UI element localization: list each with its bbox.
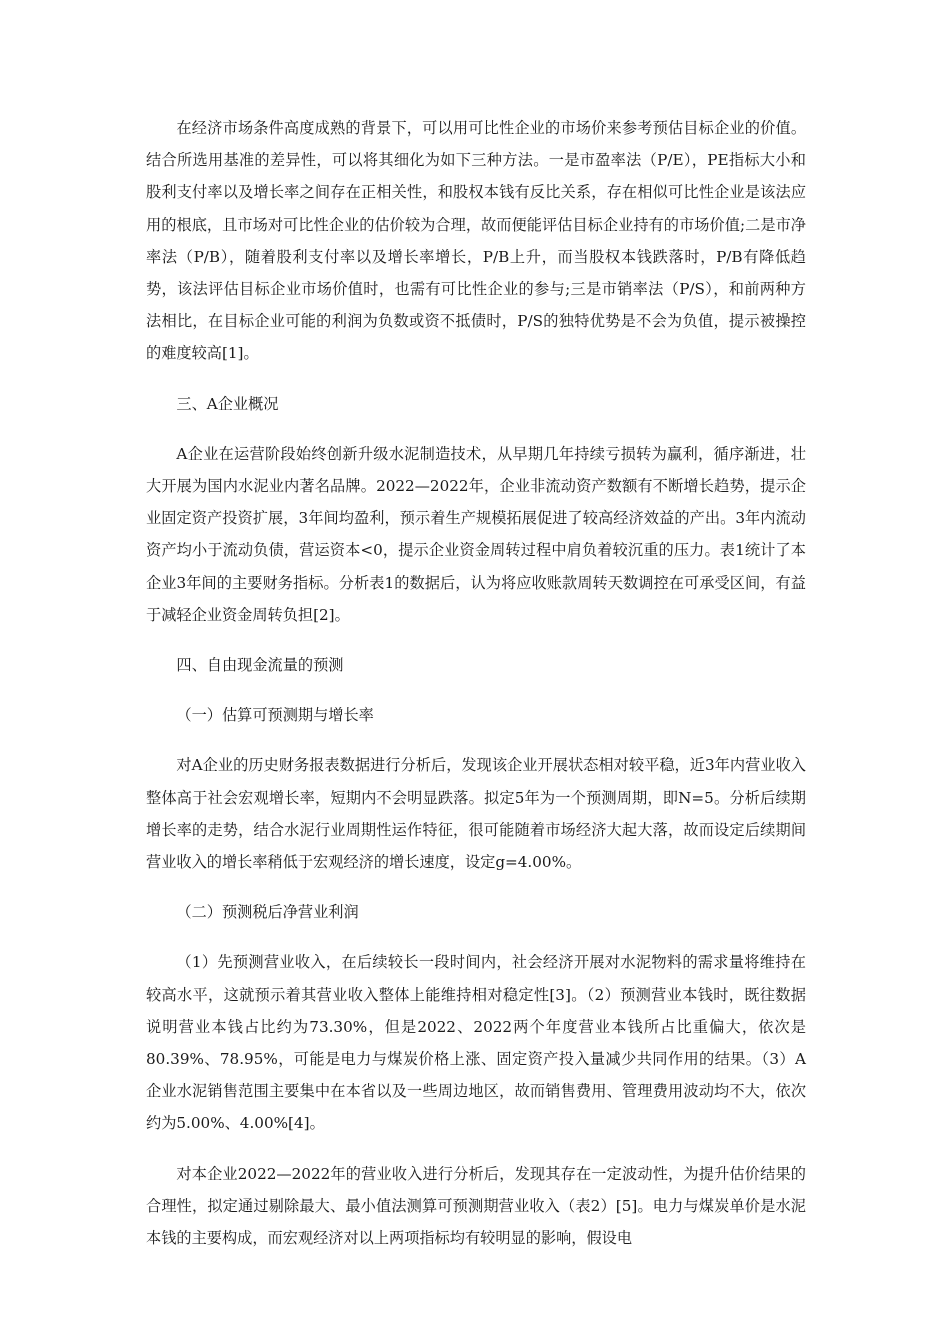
subsection-heading-forecast-period: （一）估算可预测期与增长率: [176, 706, 374, 725]
paragraph-revenue-forecast: （1）先预测营业收入，在后续较长一段时间内，社会经济开展对水泥物料的需求量将维持在较高水平，这就预示着其营业收入整体上能维持相对稳定性[3]。（2）预测营业本钱时，既往数据说明营业本钱占比约为73.30%，但是2022、2022两个年度营业本钱所占比重偏大，依次是80.39%、78.95%，可能是电力与煤炭价格上涨、固定资产投入量减少共同作用的结果。（3）A企业水泥销售范围主要集中在本省以及一些周边地区，故而销售费用、管理费用波动均不大，依次约为5.00%、4.00%[4]。: [146, 953, 806, 1133]
section-heading-company-overview: 三、A企业概况: [176, 394, 279, 413]
document-body: [146, 112, 806, 1272]
paragraph-forecast-period: 对A企业的历史财务报表数据进行分析后，发现该企业开展状态相对较平稳，近3年内营业收入整体高于社会宏观增长率，短期内不会明显跌落。拟定5年为一个预测周期，即N=5。分析后续期增长率的走势，结合水泥行业周期性运作特征，很可能随着市场经济大起大落，故而设定后续期间营业收入的增长率稍低于宏观经济的增长速度，设定g=4.00%。: [146, 756, 806, 872]
paragraph-market-valuation-methods: 在经济市场条件高度成熟的背景下，可以用可比性企业的市场价来参考预估目标企业的价值。结合所选用基准的差异性，可以将其细化为如下三种方法。一是市盈率法（P/E），PE指标大小和股利支付率以及增长率之间存在正相关性，和股权本钱有反比关系，存在相似可比性企业是该法应用的根底，且市场对可比性企业的估价较为合理，故而便能评估目标企业持有的市场价值;二是市净率法（P/B），随着股利支付率以及增长率增长，P/B上升，而当股权本钱跌落时，P/B有降低趋势，该法评估目标企业市场价值时，也需有可比性企业的参与;三是市销率法（P/S），和前两种方法相比，在目标企业可能的利润为负数或资不抵债时，P/S的独特优势是不会为负值，提示被操控的难度较高[1]。: [146, 119, 806, 363]
section-heading-cash-flow-forecast: 四、自由现金流量的预测: [176, 656, 344, 675]
paragraph-revenue-analysis: 对本企业2022—2022年的营业收入进行分析后，发现其存在一定波动性，为提升估价结果的合理性，拟定通过剔除最大、最小值法测算可预测期营业收入（表2）[5]。电力与煤炭单价是水泥本钱的主要构成，而宏观经济对以上两项指标均有较明显的影响，假设电: [146, 1164, 806, 1248]
subsection-heading-nopat: （二）预测税后净营业利润: [176, 903, 359, 922]
paragraph-company-overview: A企业在运营阶段始终创新升级水泥制造技术，从早期几年持续亏损转为赢利，循序渐进，壮大开展为国内水泥业内著名品牌。2022—2022年，企业非流动资产数额有不断增长趋势，提示企业固定资产投资扩展，3年间均盈利，预示着生产规模拓展促进了较高经济效益的产出。3年内流动资产均小于流动负债，营运资本<0，提示企业资金周转过程中肩负着较沉重的压力。表1统计了本企业3年间的主要财务指标。分析表1的数据后，认为将应收账款周转天数调控在可承受区间，有益于减轻企业资金周转负担[2]。: [146, 444, 806, 624]
